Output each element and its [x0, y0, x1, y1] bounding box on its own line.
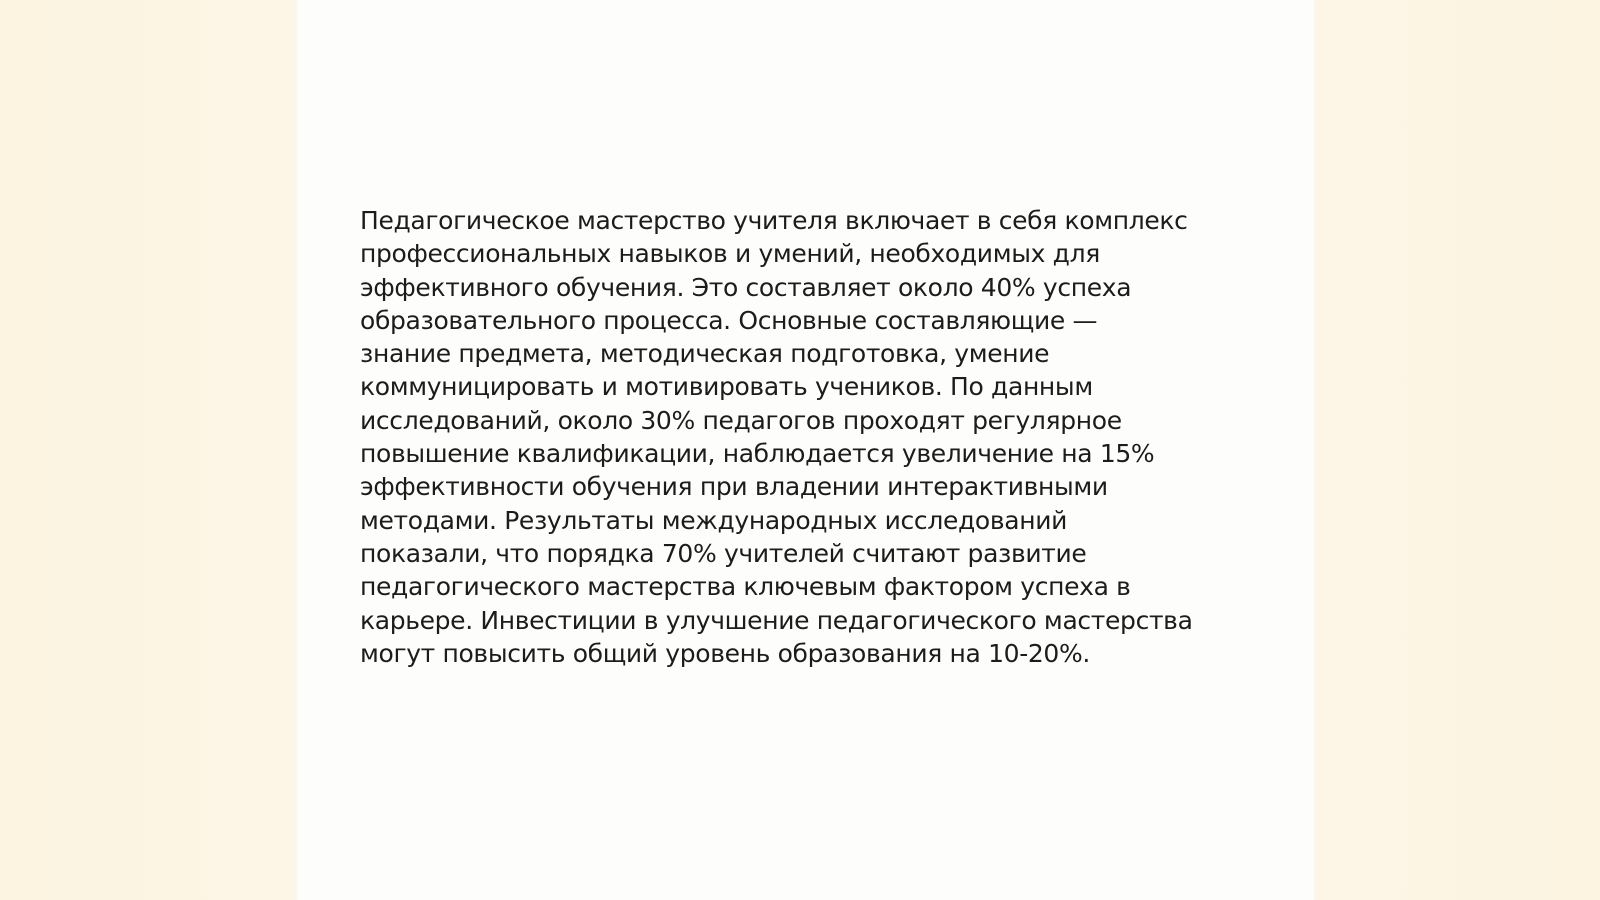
text-line: эффективного обучения. Это составляет около 40% успеха [360, 272, 1132, 302]
text-line: коммуницировать и мотивировать учеников. По данным [360, 372, 1093, 402]
text-line: эффективности обучения при владении интерактивными [360, 472, 1108, 502]
text-line: методами. Результаты международных исследований [360, 505, 1068, 535]
slide-body-text [360, 204, 1260, 670]
text-line: знание предмета, методическая подготовка, умение [360, 339, 1050, 369]
text-line: образовательного процесса. Основные составляющие — [360, 305, 1098, 335]
text-line: педагогического мастерства ключевым фактором успеха в [360, 572, 1131, 602]
text-line: карьере. Инвестиции в улучшение педагогического мастерства [360, 605, 1193, 635]
text-line: могут повысить общий уровень образования на 10-20%. [360, 638, 1090, 668]
text-line: показали, что порядка 70% учителей считают развитие [360, 538, 1087, 568]
text-line: профессиональных навыков и умений, необходимых для [360, 239, 1100, 269]
text-line: исследований, около 30% педагогов проходят регулярное [360, 405, 1122, 435]
slide-canvas [298, 0, 1314, 900]
text-line: Педагогическое мастерство учителя включает в себя комплекс [360, 206, 1188, 235]
text-line: повышение квалификации, наблюдается увеличение на 15% [360, 439, 1155, 469]
